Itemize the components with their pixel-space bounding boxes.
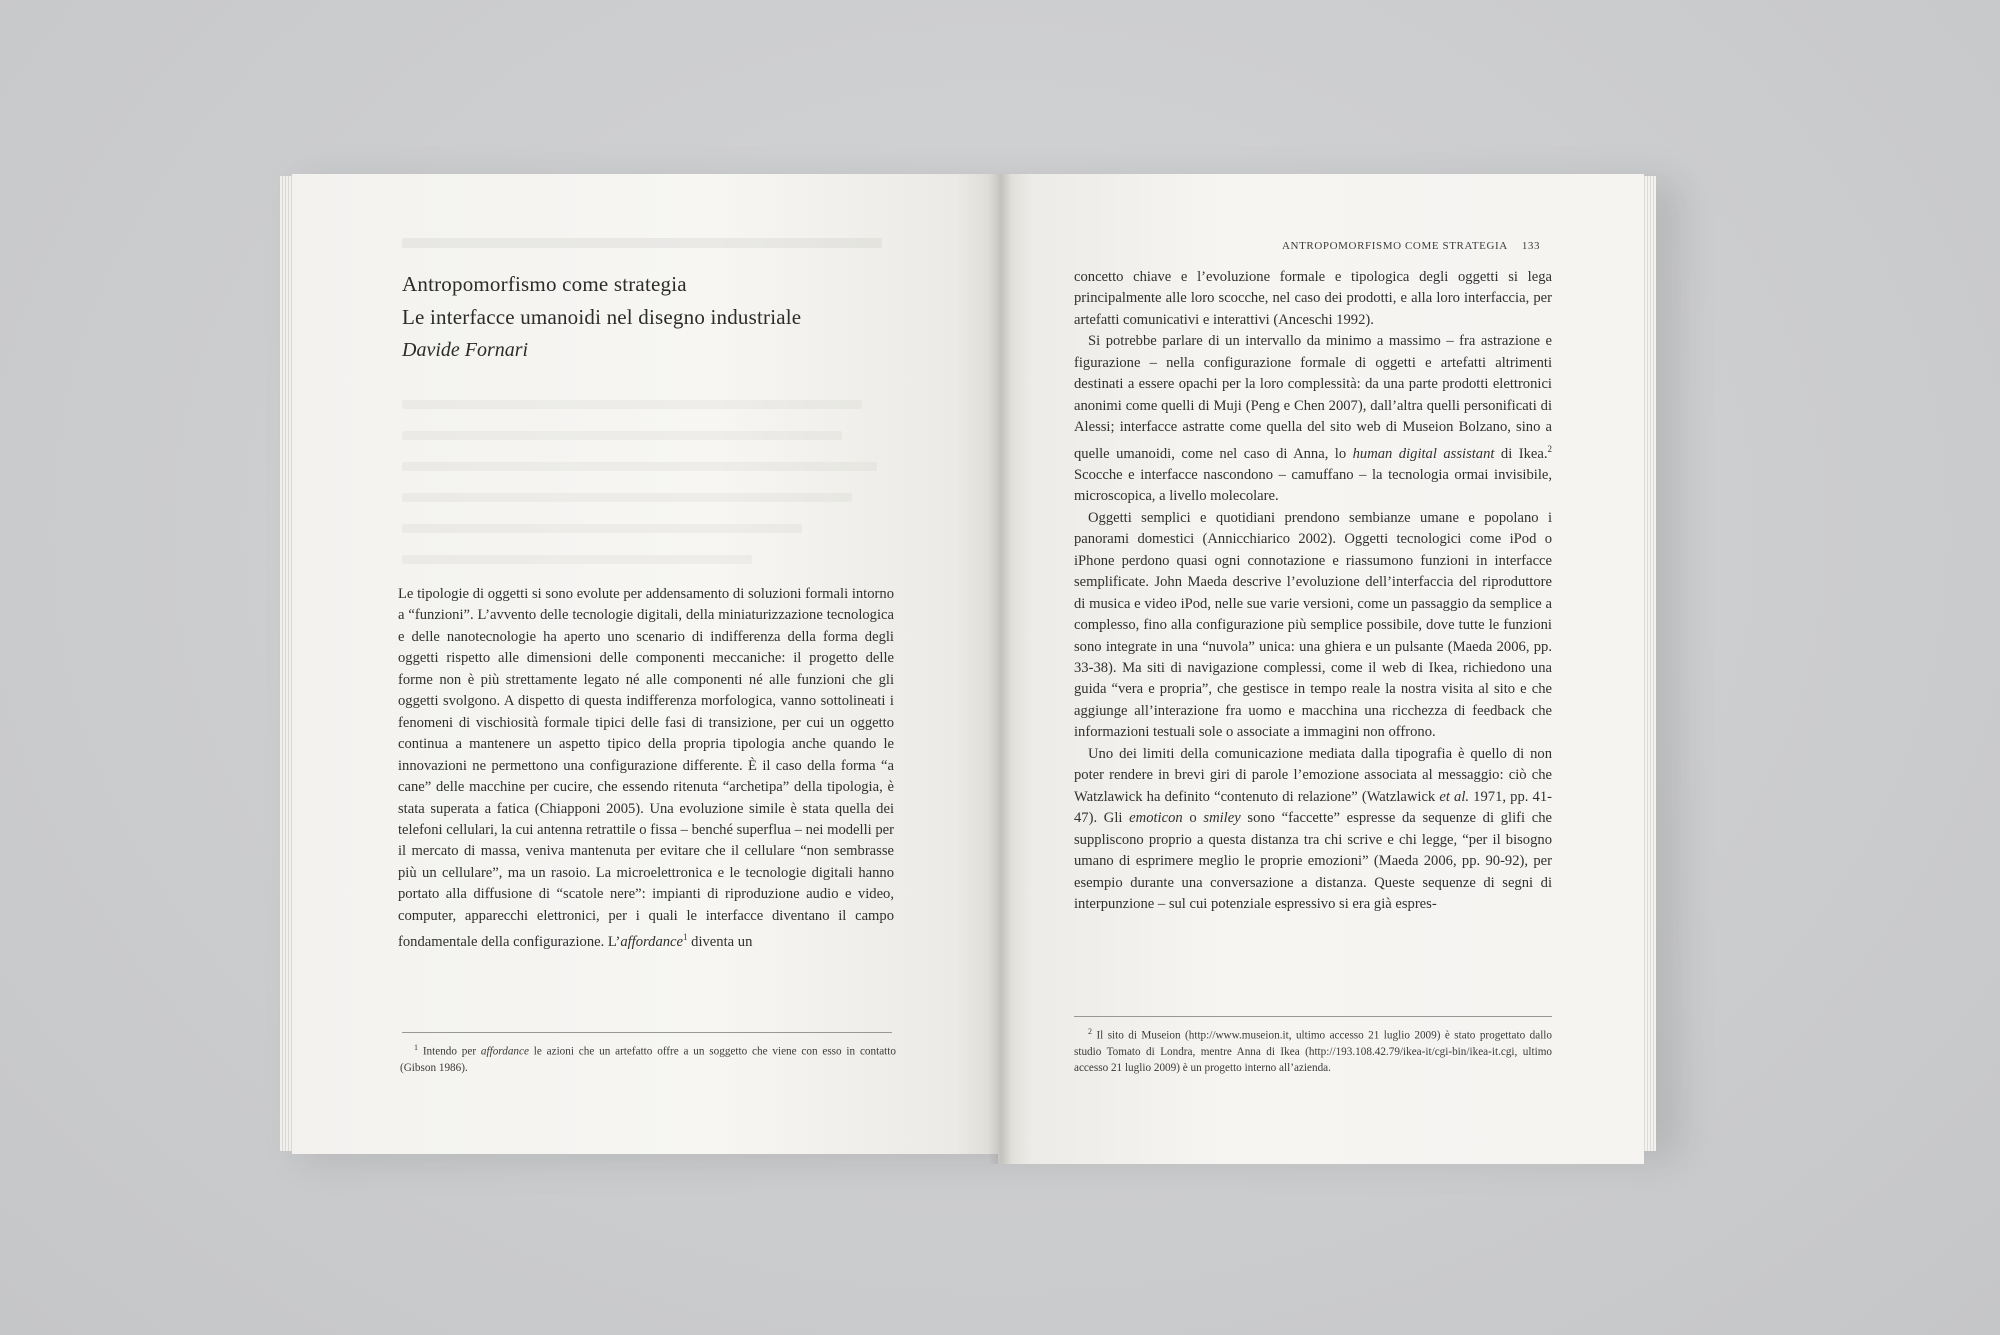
chapter-title: Antropomorfismo come strategia	[402, 272, 687, 296]
footnote-rule	[402, 1032, 892, 1033]
chapter-subtitle: Le interfacce umanoidi nel disegno industriale	[402, 305, 802, 329]
footnote: $^2$ Il sito di Museion (http://www.museion.it, ultimo accesso 21 luglio 2009) è stato progettato dallo studio Tomato di Londra, mentre Anna di Ikea (http://193.108.42.79/ikea-it/cgi-bin/ikea-it.cgi, ultimo accesso 21 luglio 2009) è un progetto interno all’azienda.	[1074, 1027, 1552, 1074]
paragraph: Uno dei limiti della comunicazione mediata dalla tipografia è quello di non poter rendere in brevi giri di parole l’emozione associata al messaggio: ciò che Watzlawick ha definito “contenuto di relazione” (Watzlawick et al. 1971, pp. 41-47). Gli emoticon o smiley sono “faccette” espresse da sequenze di glifi che suppliscono proprio a questa distanza tra chi scrive e chi legge, “per il bisogno umano di esprimere meglio le proprie emozioni” (Maeda 2006, pp. 90-92), per esempio durante una conversazione a distanza. Queste sequenze di segni di interpunzione – sul cui potenziale espressivo si era già espres-	[1074, 745, 1553, 912]
right-body-text	[1074, 267, 1552, 915]
running-head	[1282, 240, 1540, 252]
paragraph: Le tipologie di oggetti si sono evolute per addensamento di soluzioni formali intorno a “funzioni”. L’avvento delle tecnologie digitali, della miniaturizzazione tecnologica e delle nanotecnologie ha aperto uno scenario di indifferenza della forma degli oggetti rispetto alle dimensioni delle componenti meccaniche: il progetto delle forme non è più strettamente legato né alle componenti né alle funzioni che gli oggetti svolgono. A dispetto di questa indifferenza morfologica, vanno sottolineati i fenomeni di vischiosità formale tipici delle fasi di transizione, per cui un oggetto continua a mantenere un aspetto tipico della propria tipologia anche quando le innovazioni ne permettono una configurazione differente. È il caso della forma “a cane” delle macchine per cucire, che essendo ritenuta “archetipa” della tipologia, è stata superata a fatica (Chiapponi 2005). Una evoluzione simile è stata quella dei telefoni cellulari, la cui antenna retrattile o fissa – benché superflua – nei modelli per il mercato di massa, veniva mantenuta per evitare che il cellulare “non sembrasse più un cellulare”, ma un rasoio. La microelettronica e le tecnologie digitali hanno portato alla diffusione di “scatole nere”: impianti di riproduzione audio e video, computer, apparecchi elettronici, per i quali le interfacce diventano il campo fondamentale della configurazione. L’affordance$^1$ diventa un	[398, 586, 894, 951]
show-through-header	[402, 238, 882, 248]
right-page	[998, 174, 1644, 1164]
footnote: $^1$ Intendo per affordance le azioni che un artefatto offre a un soggetto che viene con esso in contatto (Gibson 1986).	[400, 1043, 896, 1074]
paragraph: Si potrebbe parlare di un intervallo da minimo a massimo – fra astrazione e figurazione – nella configurazione formale di oggetti e artefatti altrimenti destinati a essere opachi per la loro complessità: da una parte prodotti elettronici anonimi come quelli di Muji (Peng e Chen 2007), dall’altra quelli personificati di Alessi; interfacce astratte come quella del sito web di Museion Bolzano, sino a quelle umanoidi, come nel caso di Anna, lo human digital assistant di Ikea.$^2$ Scocche e interfacce nascondono – camuffano – la tecnologia ormai invisibile, microscopica, a livello molecolare.	[1074, 333, 1552, 505]
right-page-edges	[1642, 176, 1656, 1151]
paragraph: Oggetti semplici e quotidiani prendono sembianze umane e popolano i panorami domestici (Annicchiarico 2002). Oggetti tecnologici come iPod o iPhone perdono quasi ogni connotazione e riassumono funzioni in interfacce semplificate. John Maeda descrive l’evoluzione dell’interfaccia del riproduttore di musica e video iPod, nelle sue varie versioni, come un passaggio da semplice a complesso, fino alla configurazione più semplice possibile, dove tutte le funzioni sono integrate in una “nuvola” unica: una ghiera e un pulsante (Maeda 2006, pp. 33-38). Ma siti di navigazione complessi, come il web di Ikea, richiedono una guida “vera e propria”, che gestisce in tempo reale la nostra visita al sito e che aggiunge all’interazione fra uomo e macchina una ricchezza di feedback che informazioni testuali sole o associate a immagini non offrono.	[1074, 509, 1552, 741]
paragraph: concetto chiave e l’evoluzione formale e tipologica degli oggetti si lega principalmente alle loro scocche, nel caso dei prodotti, e alla loro interfaccia, per artefatti comunicativi e interattivi (Anceschi 1992).	[1074, 269, 1552, 328]
book-gutter	[988, 174, 1012, 1164]
chapter-title-block	[402, 268, 922, 367]
running-head-title: ANTROPOMORFISMO COME STRATEGIA	[1282, 240, 1508, 252]
show-through-text	[402, 400, 902, 586]
left-page	[292, 174, 998, 1154]
footnote-rule	[1074, 1016, 1552, 1017]
page-number: 133	[1521, 240, 1541, 252]
left-body-text	[398, 584, 894, 954]
chapter-author: Davide Fornari	[402, 339, 529, 361]
